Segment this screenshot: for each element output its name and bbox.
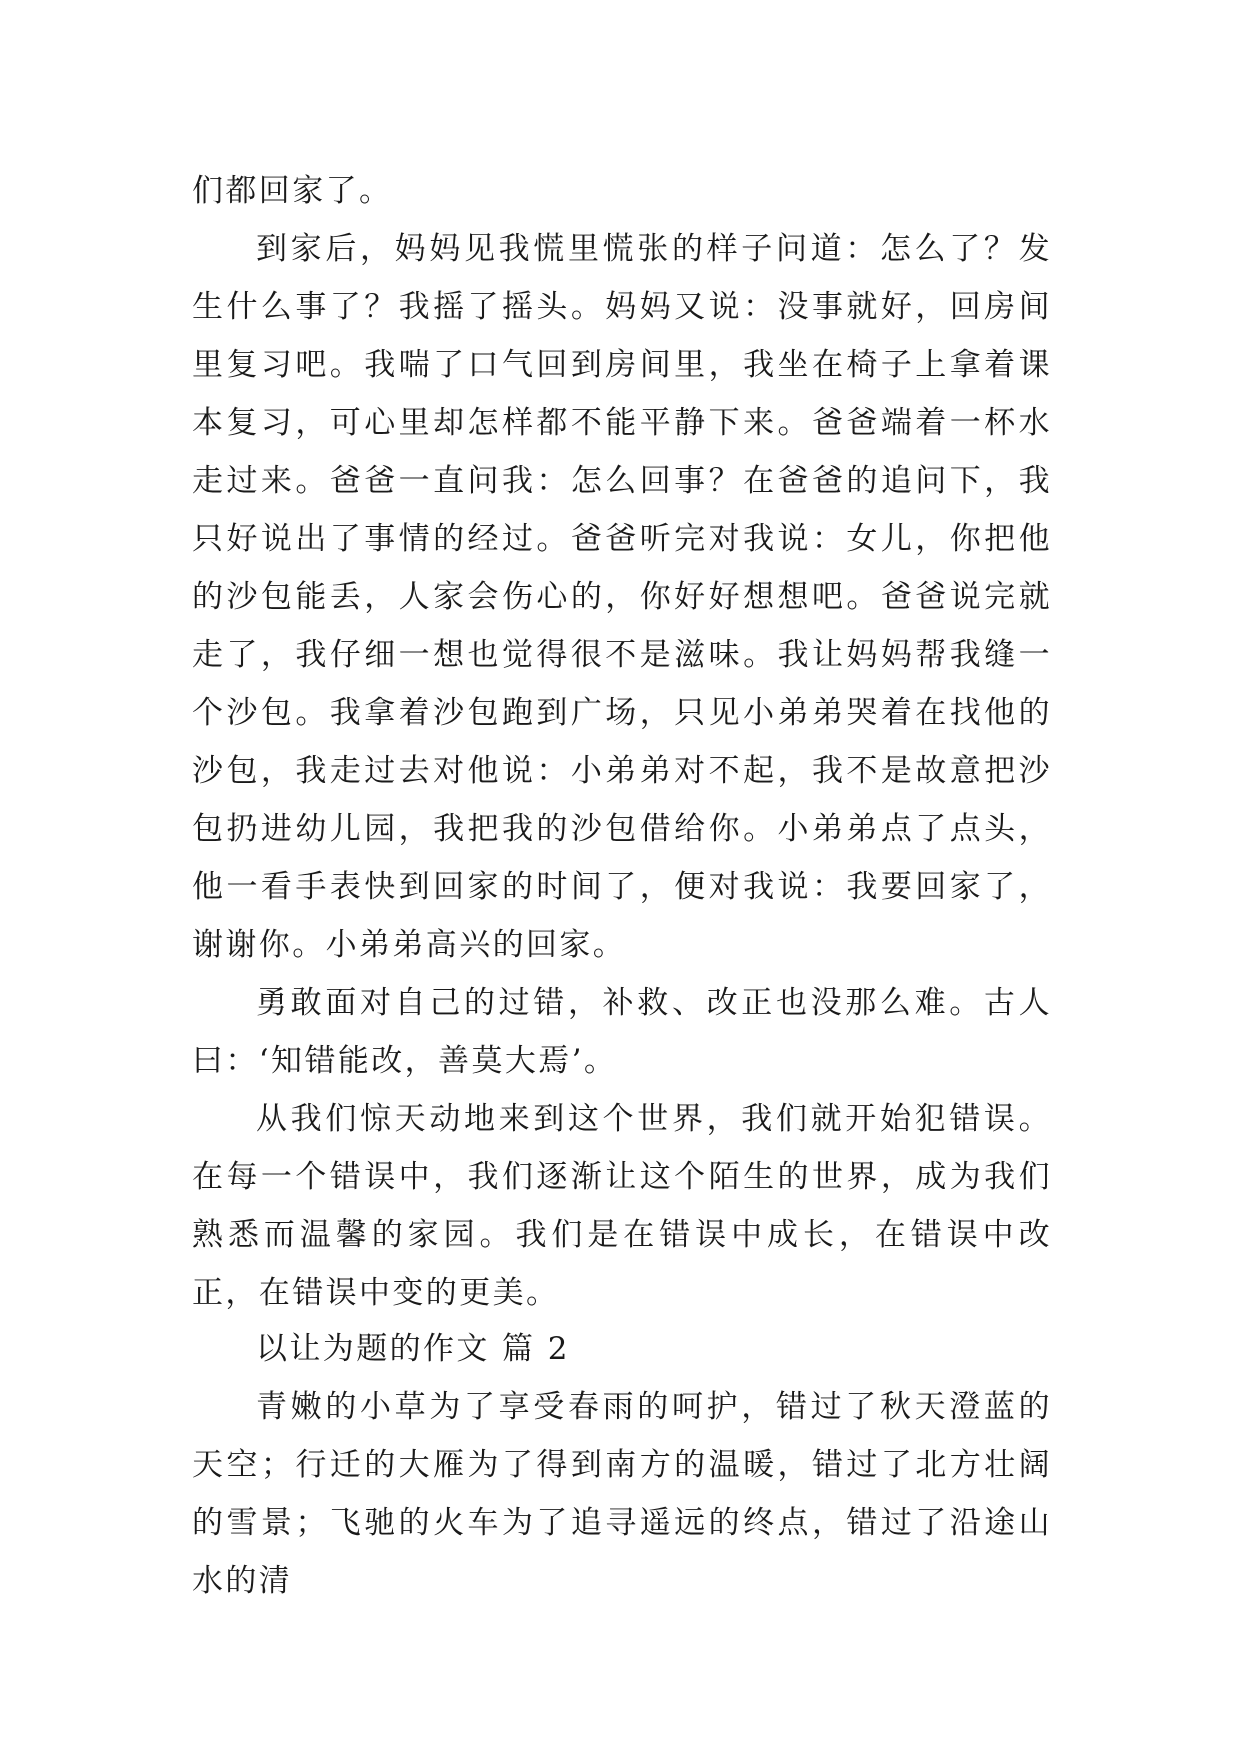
body-text-top: [192, 162, 1052, 1322]
paragraph-5: 青嫩的小草为了享受春雨的呵护，错过了秋天澄蓝的天空；行迁的大雁为了得到南方的温暖，错过了北方壮阔的雪景；飞驰的火车为了追寻遥远的终点，错过了沿途山水的清: [192, 1389, 1052, 1599]
body-text-bottom: [192, 1378, 1052, 1610]
section-heading: 以让为题的作文 篇 2: [256, 1331, 570, 1367]
paragraph-4: 从我们惊天动地来到这个世界，我们就开始犯错误。在每一个错误中，我们逐渐让这个陌生的世界，成为我们熟悉而温馨的家园。我们是在错误中成长，在错误中改正，在错误中变的更美。: [192, 1101, 1052, 1311]
paragraph-1: 们都回家了。: [192, 173, 393, 209]
paragraph-2: 到家后，妈妈见我慌里慌张的样子问道：怎么了？发生什么事了？我摇了摇头。妈妈又说：没事就好，回房间里复习吧。我喘了口气回到房间里，我坐在椅子上拿着课本复习，可心里却怎样都不能平静下来。爸爸端着一杯水走过来。爸爸一直问我：怎么回事？在爸爸的追问下，我只好说出了事情的经过。爸爸听完对我说：女儿，你把他的沙包能丢，人家会伤心的，你好好想想吧。爸爸说完就走了，我仔细一想也觉得很不是滋味。我让妈妈帮我缝一个沙包。我拿着沙包跑到广场，只见小弟弟哭着在找他的沙包，我走过去对他说：小弟弟对不起，我不是故意把沙包扔进幼儿园，我把我的沙包借给你。小弟弟点了点头，他一看手表快到回家的时间了，便对我说：我要回家了，谢谢你。小弟弟高兴的回家。: [192, 231, 1052, 963]
paragraph-3: 勇敢面对自己的过错，补救、改正也没那么难。古人曰：‘知错能改，善莫大焉’。: [192, 985, 1052, 1079]
